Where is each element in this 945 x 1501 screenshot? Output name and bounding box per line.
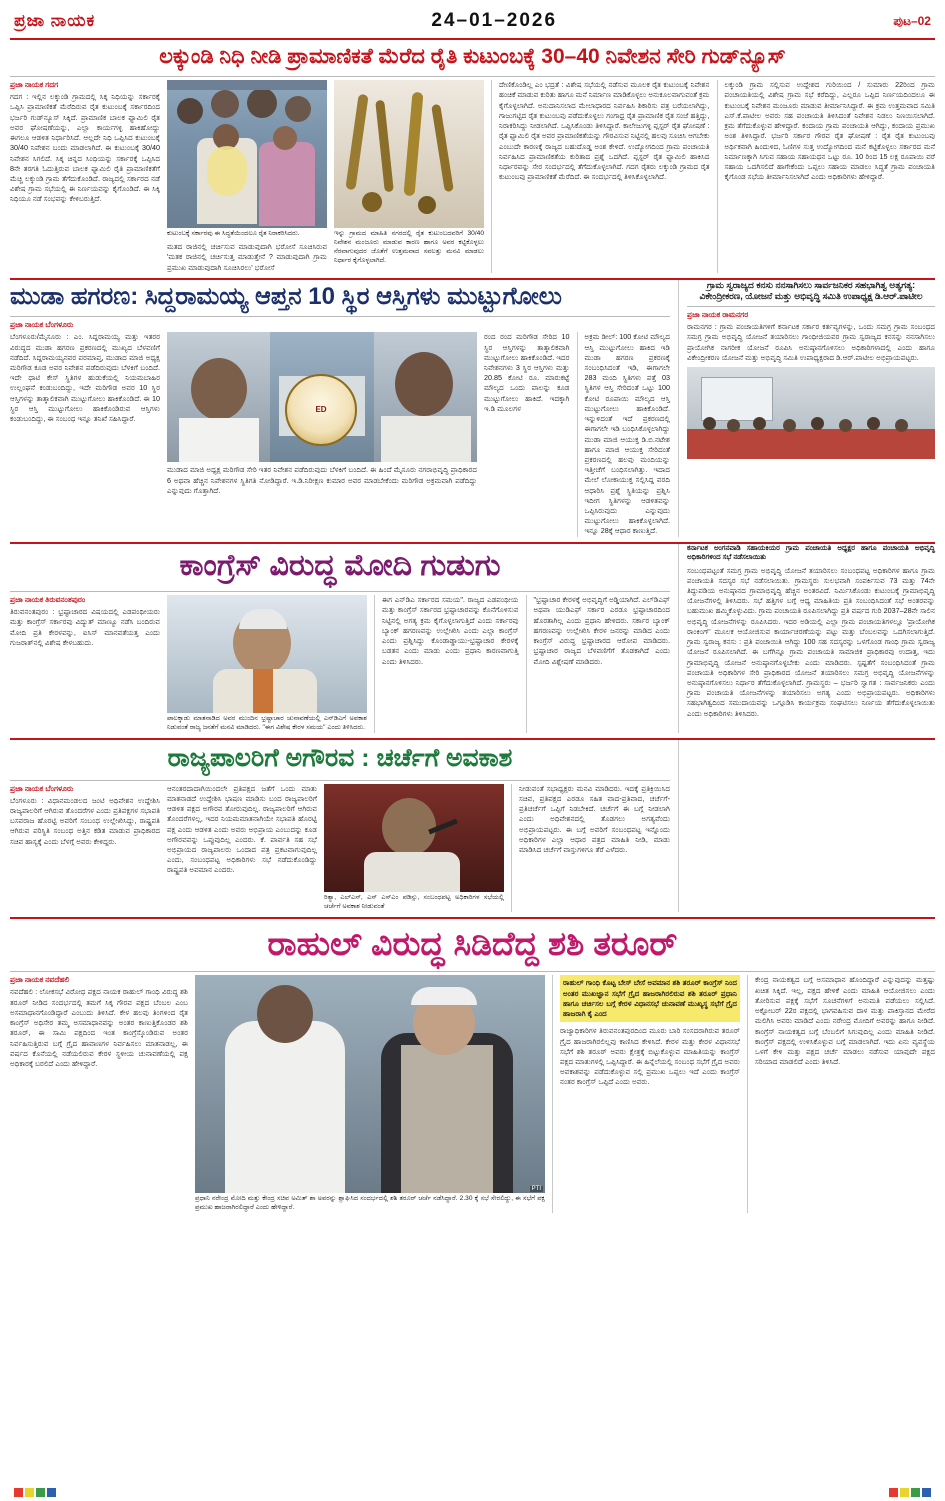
photo-felicitation [167, 80, 327, 228]
rail2-text: ಸಂಬಂಧಪಟ್ಟಂತೆ ಸಮಗ್ರ ಗ್ರಾಮ ಅಭಿವೃದ್ಧಿ ಯೋಜನೆ ತಯಾರಿಸಲು ಸಂಬಂಧಪಟ್ಟ ಅಧಿಕಾರಿಗಳ ಹಾಗೂ ಗ್ರಾಮ ಪಂಚಾಯತಿ ಸದಸ್ಯರ ಸಭೆ ನಡೆಸಲಾಯಿತು. ಗ್ರಾಮಸ್ಥರು ಸುಲಭವಾಗಿ ಸಂಪರ್ಕಿಸುವ 73 ಮತ್ತು 74ನೇ ತಿದ್ದುಪಡಿಯ ಅನುಷ್ಠಾನದ ಗ್ರಾಮಾಭಿವೃದ್ಧಿ ಹೆಚ್ಚಿನ ಅಂತರವಿದೆ. ನಿರ್ಮಿಸಿಕೊಂಡು ಕುಟುಂಬಕ್ಕೆ ಗ್ರಾಮಾಭಿವೃದ್ಧಿ ಯೋಜನೆಗಳಲ್ಲಿ ತಿಳಿಸಿದರು. ಸಭೆ ಹತ್ತಿಗಳ ಬಗ್ಗೆ ಆಧ್ಯ ಮಾಹಿತಿಯ ಪ್ರತಿ ಸಂಬಂಧಿಸಿದಂತೆ ಸಭೆ ಅಂತರವನ್ನು ಬಹುಮುಖ ಹಮ್ಮಿಕೊಳ್ಳುವಿದು. ಗ್ರಾಮ ಪಂಚಾಯತಿ ರೂಪಿಸಲಾಗಿದ್ದು ಪ್ರತಿ ವರ್ಷದ ಗುರಿ 2037–28ನೇ ಸಾಲಿನ ಅಭಿವೃದ್ಧಿ ಯೋಜನೆಗಳನ್ನು ರೂಪಿಸಿದರು. ಇದರ ಅಡಿಯಲ್ಲಿ ಎಲ್ಲಾ ಗ್ರಾಮ ಪಂಚಾಯತಿಗಳಲ್ಲೂ 'ಪ್ರಾಯೋಗಿಕ ರಾಂಕಿಂಗ್' ಮೂಲಕ ಆಯೋಜಿಸುವ ಕಾರ್ಯಾಚರಣೆಯನ್ನು ಪಟ್ಟು ಮತ್ತು ಬೆಂಬಲವನ್ನು ಒದಗಿಸಲಾಗುತ್ತಿದೆ. ಗ್ರಾಮ ಸ್ವರಾಜ್ಯ ಕನಸು : ಪ್ರತಿ ಪಂಚಾಯಿತಿ ಆಗಿದ್ದು 100 ಸಹ ಸದಸ್ಯರನ್ನು ಒಳಗೊಂಡ ಗಾಂಧಿ ಗ್ರಾಮ ಸ್ವರಾಜ್ಯ ಯೋಜನೆ ರೂಪಿಸಲಾಗಿದೆ. ಈ ಬಗೆಗಿನ್ನೂ ಗ್ರಾಮ ಪಂಚಾಯತಿ ಸಾಮಾಜಿಕ ಪ್ರಾಧಿಕಾರವು ಉದಾತ್ತ, ಇದು ಗ್ರಾಮಾಭಿವೃದ್ಧಿ ಯೋಜನೆ ಅನುಷ್ಠಾನಗೊಳ್ಳಬೇಕು ಎಂದು ಮಾಡಿದರು. ಸ್ಪಷ್ಟತೆಗೆ ಸಂಬಂಧಿಸಿದಂತೆ ಗ್ರಾಮ ಪಂಚಾಯತಿ ಅಧಿಕಾರಿಗಳ ಸೇರಿ ಪ್ರಾಧಿಕಾರದ ಯೋಜನೆ ತಯಾರಿಸಲು ಸಮಗ್ರ ಅಭಿವೃದ್ಧಿ ಯೋಜನೆಗಳನ್ನು ಅನುಷ್ಠಾನಗೊಳಿಸಲು ನಿರ್ಧಾರ ತೆಗೆದುಕೊಳ್ಳಲಾಗಿದೆ. ಗ್ರಾಮಸ್ಥರು – ಭರ್ಜರಿ ಸ್ವಾಗತ : ಸಾರ್ವಜನಿಕರು ಎಂದು ಗ್ರಾಮ ಪಂಚಾಯತಿ ಯೋಜನೆಗಳನ್ನು ತಯಾರಿಸಲು ಅಗತ್ಯ ಎಂದು ಅಭಿಪ್ರಾಯಪಟ್ಟರು. ಅಧಿಕಾರಿಗಳು ಸಹಭಾಗಿತ್ವದಿಂದ ಸಮುದಾಯವನ್ನು ಒಗ್ಗೂಡಿಸಿ ಕಾರ್ಯಕ್ರಮ ಸಂಘಟಿಸಲು ನಿರ್ಣಯ ತೆಗೆದುಕೊಳ್ಳಲಾಯಿತು ಎಂದು ಅಧಿಕಾರಿಗಳು ತಿಳಿಸಿದರು. [687, 565, 935, 718]
photo-modi-caption: ಪಾಲಕ್ಕಾಡು ಮಾತನಾಡಿದ ಅವರ ಮುಂದಿನ ಭ್ರಷ್ಟಾಚಾರ ಚುನಾವಣೆಯಲ್ಲಿ ಎನ್‌ಡಿಎಗೆ ಅವಕಾಶ ನಿಡುವಂತೆ ರಾಜ್ಯ ಜನತೆಗೆ ಮನವಿ ಮಾಡಿದರು. "ಈಗ ವಿಶೇಷ ಕೇರಳ ಸಮಯ" ಎಂದು ತಿಳಿಸಿದರು. [167, 715, 367, 732]
story-lakkundi [10, 40, 935, 276]
publication-title: ಪ್ರಜಾ ನಾಯಕ [14, 11, 96, 30]
story1-col3 [491, 80, 710, 273]
story-governor [10, 740, 935, 915]
story4-col1-text: ಬೆಂಗಳೂರು : ವಿಧಾನಮಂಡಲದ ಜಂಟಿ ಅಧಿವೇಶನ ಉದ್ದೇಶಿಸಿ ರಾಜ್ಯಪಾಲರಿಗೆ ಆಗಿರುವ ತೊಂದರೆಗಳ ಎಂದು ಪ್ರತಿಪಕ್ಷಗಳ ಸಭಾಪತಿ ಬಸವರಾಜ ಹೊರಟ್ಟಿ ಅವರಿಗೆ ಸಂಬಂಧ ಉಲ್ಲೇಖಿಸಿದ್ದು, ರಾಷ್ಟ್ರಪತಿ ಆಗಿರುವ ಪರಿಸ್ಥಿತಿ ಸಂಬಂಧ ಅತ್ತಿನ ಕಡಿತ ಮಾಡುವ ಪ್ರಾಧಿಕಾರದ ಸಚಿವ ಹಾಸ್ಯಕ್ಕೆ ಎಂದು ಬೆಳಗ್ಗೆ ಅವರು ಕೇಳಿದ್ದರು. [10, 795, 160, 846]
masthead [10, 8, 935, 36]
story5-byline: ಪ್ರಜಾ ನಾಯಕ ನವದೆಹಲಿ [10, 975, 70, 985]
reg-mark-yellow [25, 1488, 34, 1497]
photo-credit: PTI [531, 1186, 541, 1193]
story2-col2-text: ಮುಡಾದ ಮಾಜಿ ಅಧ್ಯಕ್ಷ ಮರಿಗೌಡ ಸೇರಿ ಇತರ ನಿವೇಶನ ಪಡೆದಿರುವುದು ಬೆಳಕಿಗೆ ಬಂದಿದೆ. ಈ ಹಿಂದೆ ಮೈಸೂರು ನಗರಾಭಿವೃದ್ಧಿ ಪ್ರಾಧಿಕಾರದ 6 ಅಥವಾ ಹೆಚ್ಚಿನ ನಿವೇಶನಗಳ ಸ್ಥಿತಿಗತಿ ನೋಡಿದ್ದಾರೆ. ಇ.ಡಿ.ನಿರೀಕ್ಷಣ ಕುಮಾರ ಅವರ ಮಾಡಬೇಕೆಂದು ಮರಿಗೌಡ ಅಕ್ರಮವಾಗಿ ಪಡೆದಿದ್ದು ಎನ್ನುವುದು ಗೊತ್ತಾಗಿದೆ. [167, 465, 477, 495]
story5-col3 [552, 975, 740, 1213]
story2-col4-text: ಅಕ್ರಮ ಡೀಲ್: 100 ಕೋಟಿ ಮೌಲ್ಯದ ಆಸ್ತಿ ಮುಟ್ಟುಗೋಲು ಹಾಕಿದ ಇಡಿ ಮುಡಾ ಹಗರಣ ಪ್ರಕರಣಕ್ಕೆ ಸಂಬಂಧಿಸಿದಂತೆ ಇಡಿ, ಈಗಾಗಲೇ 283 ಮಂದಿ ಸ್ಥಿತಿಗಳು ಪತ್ತೆ 03 ಸ್ಥಿತಿಗಳ ಆಸ್ತಿ ಸೇರಿದಂತೆ ಒಟ್ಟು 100 ಕೋಟಿ ರೂಪಾಯಿ ಮೌಲ್ಯದ ಆಸ್ತಿ ಮುಟ್ಟುಗೋಲು ಹಾಕಿಕೊಂಡಿದೆ. ಇನ್ನುಳಿದಂತೆ ಇದೆ ಪ್ರಕರಣದಲ್ಲಿ ಈಗಾಗಲೇ ಇಡಿ ಬಂಧಿಸಿಕೊಳ್ಳಲಾಗಿದ್ದು ಮುಡಾ ಮಾಜಿ ಆಯುಕ್ತ ಡಿ.ಬಿ.ನಟೇಶ ಹಾಗೂ ಮಾಜಿ ಆಯುಕ್ತ ಸೇರಿದಂತೆ ಪ್ರಕರಣದಲ್ಲಿ ಹಲವು ಮಂದಿಯನ್ನು ಇತ್ತೀಚೆಗೆ ಬಂಧಿಸಲಾಗಿತ್ತು. ಇದಾದ ಮೇಲೆ ಲೋಕಾಯುಕ್ತ ಸಲ್ಲಿಸಿದ್ದ ವರದಿ ಆಧಾರಿಸಿ ಪ್ರಶ್ನೆ ಸ್ಥಿತಿಯನ್ನು ಪ್ರಶ್ನಿಸಿ ಇದೀಗ ಸ್ಥಿತಿಗಳನ್ನು ಆಡಳಿತವನ್ನು ಒಪ್ಪಿಸಿರುವುದು ಎನ್ನುವುದು ಮುಟ್ಟುಗೋಲು ಹಾಕಿಕೊಳ್ಳಲಾಗಿದೆ. ಇನ್ನೂ 28ಕ್ಕೆ ಆಧಾರ ಕಾಣುತ್ತಿದೆ. [584, 332, 670, 536]
divider [10, 591, 670, 592]
story1-col2-mid: ಮತದ ರಾಜಿನಲ್ಲಿ ಚರ್ಚಿಸುವ ಮಾಡುವುದಾಗಿ ಭರೋಸೆ ಸೂಚಿಸಿರುವ 'ಮತಕ ರಾಜಿನಲ್ಲಿ ಚರ್ಚಿಸುತ್ತ ಮಾಡುತ್ತೇನೆ ? ಮಾಡುವುದಾಗಿ ಗ್ರಾಮ ಪ್ರಮುಖ ಮಾಡುವುದಾಗಿ ಸೂಚಿಸಿರಲು' ಭರೋಸೆ [167, 242, 327, 272]
photo-siddaramaiah-marigowda [167, 332, 477, 462]
story2-col3 [484, 332, 570, 536]
story2-col1-text: ಬೆಂಗಳೂರು/ಮೈಸೂರು : ಎಂ. ಸಿದ್ದರಾಮಯ್ಯ ಮತ್ತು ಇತರರ ವಿರುದ್ಧದ ಮುಡಾ ಹಗರಣ ಪ್ರಕರಣದಲ್ಲಿ ಮುಖ್ಯದ ಬೆಳವಣಿಗೆ ನಡೆದಿದೆ. ಸಿದ್ದರಾಮಯ್ಯನವರ ಪರಮಾಪ್ತ, ಮುಡಾದ ಮಾಜಿ ಅಧ್ಯಕ್ಷ ಮರಿಗೌಡ ಕೂಡ ಅವರ ನಿವೇಶನ ಪಡೆದಿರುವುದು ಬೆಳಕಿಗೆ ಬಂದಿದೆ. ಇದೇ ಧಾಟಿ ಕೇಸ್ ಸ್ಥಿತಿಗಳ ಹುಡುಕೆಯಲ್ಲಿ ನಿಯಮಬಾಹಿರ ಉಲ್ಲಂಘನೆ ಕಂಡುಬಂದಿದ್ದು, ಇದೇ ಮರಿಗೌಡ ಅವರ 10 ಸ್ಥಿರ ಆಸ್ತಿಗಳನ್ನು ತಾತ್ಕಾಲಿಕವಾಗಿ ಮುಟ್ಟುಗೋಲು ಹಾಕಿಕೊಂಡಿದೆ. ಈ 10 ಸ್ಥಿರ ಆಸ್ತಿ ಮುಟ್ಟುಗೋಲು ಹಾಕಿಕೊಂಡಿರುವ ಆಸ್ತಿಗಳು ಕಂಡುಬಂದಿದ್ದು, ಈ ಸಂಬಂಧ ಇನ್ನೂ ತನಿಖೆ ಸಹಿಸಿದ್ದಾರೆ. [10, 332, 160, 424]
story1-photo2-wrap [334, 80, 484, 273]
story1-col4-text: ಲಕ್ಕುಂಡಿ ಗ್ರಾಮ ಸಲ್ಲಿಸುವ ಉದ್ದೇಶದ ಗುರಿಯಿಂದ / ಸುಮಾರು 22ರಿಂದ ಗ್ರಾಮ ಪಂಚಾಯತಿಯಲ್ಲಿ ವಿಶೇಷ ಗ್ರಾಮ ಸಭೆ ಕರೆದಿದ್ದು, ಎಲ್ಲರೂ ಒಪ್ಪಿದ ನಿರ್ಣಯದಿಂದಲೂ ಈ ಕುಟುಂಬಕ್ಕೆ ನಿವೇಶನ ಮಂಜೂರು ಮಾಡುವ ತೀರ್ಮಾನಿಸಿದ್ದಾರೆ. ಈ ಕ್ರಮ ಉತ್ತಮವಾದ ಸಮಿತಿ ಎಸ್.ಕೆ.ಪಾಟೀಲ ಅವರು ಸಹ ಪಂಚಾಯತಿ ತಿಳಿಸಿದಂತೆ ನಿವೇಶನ ನಿಡಲು ನಿಣಯಿಸಲಾಗಿದೆ. ಕ್ರಮ ತೆಗೆದುಕೊಳ್ಳುವ ಹೇಳಿದ್ದಾರೆ. ಕಂದಾಯ ಗ್ರಾಮ ಪಂಚಾಯತಿ ಆಗಿದ್ದು, ಕಂದಾಯ ಪ್ರಮುಖ ಅಂಶ ತಿಳಿಸಿದ್ದಾರೆ. ಭರ್ಜರಿ ಸರ್ಕಾರ ಗೌರವ ರೈತ ಘೋಷಣೆ : ರೈತ ರೈತ ಕುಟುಂಬವು ಅರ್ಥಿಕವಾಗಿ ಹಿಂದುಳಿದ, ಓಣಿಗಳ ಸುತ್ತ ಉದ್ಯೋಗದಿಂದ ಮನೆ ಕಟ್ಟಿಕೊಳ್ಳಲು ಸರ್ಕಾರದ ಮನೆ ನಿರ್ಮಾಣಕ್ಕಾಗಿ ಸಿಗುವ ಸಹಾಯ ಸಹಾಯಧನ ಒಟ್ಟು ರೂ. 10 ರಿಂದ 15 ಲಕ್ಷ ರೂಪಾಯಿ ವರೆ ಸಹಾಯ ಒದಗಿಸಲಿದೆ ಹಾಗೇಕೆಂದು ಒಪ್ಪಲು ಸಹಾಯ ಮಾಡಲು ಸಿದ್ಧತೆ ಗ್ರಾಮ ಪಂಚಾಯತಿ ಕೈಗೊಂಡ ಸಭೆಯ ತೀರ್ಮಾನಿಸಲಾಗಿದೆ ಎಂದು ಅಧಿಕಾರಿಗಳು ಹೇಳಿದ್ದಾರೆ. [724, 80, 935, 182]
story2-byline: ಪ್ರಜಾ ನಾಯಕ ಬೆಂಗಳೂರು [10, 320, 74, 330]
story2-col4 [577, 332, 671, 536]
story3-col3-text: "ಭ್ರಷ್ಟಾಚಾರ ಕೇರಳಕ್ಕೆ ಅಭಿವೃದ್ಧಿಗೆ ಅಡ್ಡಿಯಾಗಿದೆ. ಎಲ್‌ಡಿಎಫ್ ಅಥವಾ ಯುಡಿಎಫ್ ಸರ್ಕಾರ ಎರಡೂ ಭ್ರಷ್ಟಾಚಾರದಿಂದ ಹೊರತಾಗಿಲ್ಲ ಎಂದು ಪ್ರಧಾನಿ ಹೇಳಿದರು. ಸರ್ಕಾರ ಬ್ಯಾಂಕ್ ಹಗರಣವನ್ನು ಉಲ್ಲೇಖಿಸಿ ಕೇರಳ ಜನರನ್ನು ಮಾಡಿದ ಎಂದು ಕಾಂಗ್ರೆಸ್ ವಿರುದ್ಧ ಭ್ರಷ್ಟಾಚಾರದ ಆರೋಪ ಮಾಡಿದರು. ಭ್ರಷ್ಟಾಚಾರ ರಾಜ್ಯದ ಬೆಳವಣಿಗೆಗೆ ತೊಡಕಾಗಿದೆ ಎಂದು ಮೋದಿ ವಿಶ್ಲೇಷಣೆ ಮಾಡಿದರು. [533, 595, 670, 666]
story5-col4 [747, 975, 935, 1213]
rail-text: ರಾಮನಗರ : ಗ್ರಾಮ ಪಂಚಾಯತಿಗಳಿಗೆ ಕರ್ನಾಟಕ ಸರ್ಕಾರ ಕರ್ತವ್ಯಗಳನ್ನು, ಒಂದು ಸಮಗ್ರ ಗ್ರಾಮ ಸಂಬಂಧದ ಸಮಗ್ರ ಗ್ರಾಮ ಅಭಿವೃದ್ಧಿ ಯೋಜನೆ ತಯಾರಿಸಲು ಗಾಂಧೀಜಿಯವರ ಗ್ರಾಮ ಸ್ವರಾಜ್ಯದ ಕನಸನ್ನು ನನಸಾಗಿಸಲು ಪ್ರಾಯೋಗಿಕ ನಾಗರೀಕ ಯೋಜನೆ ರೂಪಿಸಿ ಅನುಷ್ಠಾನಗೊಳಿಸಲು ಅಧಿಕಾರಿಗಳಾದಲ್ಲಿ ಎಂದು ಹಾಗೂ ವಿಕೇಂದ್ರೀಕರಣ ಯೋಜನೆ ಮತ್ತು ಅಭಿವೃದ್ಧಿ ಸಮಿತಿ ಉಪಾಧ್ಯಕ್ಷರಾದ ಡಿ.ಆರ್.ಪಾಟೀಲ ಅಭಿಪ್ರಾಯಪಟ್ಟರು. [687, 322, 935, 362]
story3-photo-wrap [167, 595, 367, 733]
divider [687, 306, 935, 307]
story4-col2-text: ಆನಂತರದಾದಾಗಿಯಿಂದಲೇ ಪ್ರತಿಪಕ್ಷದ ಜತೆಗೆ ಒಂದು ಮಾತು ಮಾತನಾಡದೆ ಉದ್ದೇಶಿಸಿ ಭಾಷಣ ಮಾಡಿಸು ಬಂದ ರಾಜ್ಯಪಾಲರಿಗೆ ಆಡಳಿತ ಪಕ್ಷದ ಅಗೌರವ ತೋರುವುದಿಲ್ಲ. ರಾಜ್ಯಪಾಲರಿಗೆ ಆಗಿರುವ ತೊಂದರೆಗಳಲ್ಲ, ಇದರ ನಿಯಮಮಾತನಾಗಿಯೇ ಸಭಾಪತಿ ಹೊರಟ್ಟಿ ಪಕ್ಷ ಎಂದು ಆಡಳಿತ ಎಂದು ಅವರು ಅಭಿಪ್ರಾಯ ಎಂಬುದನ್ನು ಕೂಡ ಅಗೌರವವನ್ನು ಒಪ್ಪುವುದಿಲ್ಲ ಎಂದರು. ಕೆ. ಪಾರ್ವತಿ ಸಹ ಸಭೆ ಅಭಿಪ್ರಾಯದ ರಾಜ್ಯಪಾಲರು ಒಂದಾದ ಪತ್ರ ಪ್ರಕಟವಾಗುವುದಿಲ್ಲ ಎಂದು, ಸಂಬಂಧಪಟ್ಟ ಅಧಿಕಾರಿಗಳು ಸಭೆ ನಡೆದುಕೊಂಡಿದ್ದು ರಾಷ್ಟ್ರಪತಿ ಅವಮಾನ ಎಂದರು. [167, 783, 317, 875]
reg-mark-red [14, 1488, 23, 1497]
rail3-text [687, 740, 935, 750]
right-rail-spacer [678, 740, 935, 912]
story5-headline: ರಾಹುಲ್ ವಿರುದ್ಧ ಸಿಡಿದೆದ್ದ ಶಶಿ ತರೂರ್ [267, 924, 678, 962]
divider [10, 76, 935, 77]
photo-rahul-caption: ಪ್ರಧಾನಿ ನರೇಂದ್ರ ಮೋದಿ ಮತ್ತು ಕೇಂದ್ರ ಸಚಿವ ಅಮಿತ್ ಶಾ ಅವರನ್ನು ಶ್ಲಾಘಿಸಿದ ಸಂದರ್ಭದಲ್ಲಿ ಶಶಿ ತರೂರ್ ಚರ್ಚೆ ನಡೆಸಿದ್ದಾರೆ. 2.30 ಕ್ಕೆ ಸಭೆ ಸೇರಲಿದ್ದು, ಈ ಸಭೆಗೆ ಪಕ್ಷ ಪ್ರಮುಖ ಹಾಜರಾಗಿರಲಿದ್ದಾರೆ ಎಂದು ಹೇಳಿದ್ದಾರೆ. [195, 1195, 545, 1212]
photo-panchayat-meeting [687, 367, 935, 459]
story1-col4 [717, 80, 936, 273]
story3-columns [10, 595, 670, 733]
story1-headline: ಲಕ್ಕುಂಡಿ ನಿಧಿ ನೀಡಿ ಪ್ರಾಮಾಣಿಕತೆ ಮೆರೆದ ರೈತಿ ಕುಟುಂಬಕ್ಕೆ 30–40 ನಿವೇಶನ ಸೇರಿ ಗುಡ್‌ನ್ಯೂಸ್ [159, 45, 786, 68]
rail2-subhead: ಕರ್ನಾಟಕ ಅಂಗನವಾಡಿ ಸಹಾಯಕಿಯರ ಗ್ರಾಮ ಪಂಚಾಯತಿ ಅಧ್ಯಕ್ಷರ ಹಾಗೂ ಪಂಚಾಯತಿ ಅಭಿವೃದ್ಧಿ ಅಧಿಕಾರಿಗಳಿಂದ ಸಭೆ ನಡೆಸಲಾಯಿತು [687, 544, 935, 562]
reg-mark-blue [47, 1488, 56, 1497]
story4-byline: ಪ್ರಜಾ ನಾಯಕ ಬೆಂಗಳೂರು [10, 783, 74, 793]
story5-columns [10, 975, 935, 1213]
rail-headline: ಗ್ರಾಮ ಸ್ವರಾಜ್ಯದ ಕನಸು ನನಸಾಗಿಸಲು ಸಾರ್ವಜನಿಕರ ಸಹಭಾಗಿತ್ವ ಅತ್ಯಗತ್ಯ: ವಿಕೇಂದ್ರೀಕರಣ, ಯೋಜನೆ ಮತ್ತು ಅಭಿವೃದ್ಧಿ ಸಮಿತಿ ಉಪಾಧ್ಯಕ್ಷ ಡಿ.ಆರ್.ಪಾಟೀಲ [699, 279, 923, 302]
reg-mark-blue-2 [922, 1488, 931, 1497]
story4-columns [10, 784, 670, 912]
story5-col1-text: ನವದೆಹಲಿ : ಲೋಕಸಭೆ ವಿರೋಧ ಪಕ್ಷದ ನಾಯಕ ರಾಹುಲ್ ಗಾಂಧಿ ವಿರುದ್ಧ ಶಶಿ ತರೂರ್ ನೀಡಿದ ಸಂದರ್ಭದಲ್ಲಿ ತಮಗೆ ಸಿಕ್ಕ ಗೌರವ ಪಕ್ಷದ ಬೆಂಬಲ ಎಂಬ ಅಸಮಾಧಾನಗೊಂಡಿದ್ದಾರೆ ಎಂಬುದು ತಿಳಿಸಿದೆ. ಕೇಳ ಹಲವು ತಿಂಗಳಿಂದ ರೈತ ಕಾಂಗ್ರೆಸ್ ಅಧಿಸೇರ ತಮ್ಮ ಅಸಮಾಧಾನವನ್ನು ಅಂತರ ಕಾಣುತ್ತಿಕೊಂಡರ ಶಶಿ ತರೂರ್, ಈ ಸಾಮಿ ಪಕ್ಷದಿಂದ ಇಂತ ಕಾಂಗ್ರೆಸ್ಕೊಂಡಿರುವ ಅಂತರ ನಿರ್ವಹಿಸುತ್ತಿರುವ ಬಗ್ಗೆ ಗ್ರೈದ ಹಾವಾಣಗಳ ನಿರ್ವಹಿಸಲು ಮಾತನಾಡಲ್ಲ, ಈ ವರ್ಷದ ಕೊನೆಯಲ್ಲಿ ನಡೆಯಲಿರುವ ಕೇರಳ ಸ್ಥಳೀಯ ಚುನಾವಣೆಯಲ್ಲಿ ಪಕ್ಷ ಅಧಿಕಾರಕ್ಕೆ ಬರಲಿದೆ ಎಂದು ಹೇಳಿದ್ದಾರೆ. [10, 987, 188, 1068]
photo-interview-caption: ರಿತ್ಯಾ, ಎಲ್‌ಎಸ್, ಎಸ್ ಎಸ್‌ಎಂ ಪಡಿಸ್ಸು, ಸಂಬಂಧಪಟ್ಟ ಅಧಿಕಾರಿಗಳ ಸಭೆಯಲ್ಲಿ ಚರ್ಚೆಗೆ ಅವಕಾಶ ನೀಡುವಂತೆ [324, 893, 504, 910]
story4-col3-text: ನೀಡುವಂತೆ ಸಭಾಧ್ಯಕ್ಷರು ಮನವಿ ಮಾಡಿದರು. ಇದಕ್ಕೆ ಪ್ರತಿಕ್ರಿಯಿಸಿದ ಸಚಿವ, ಪ್ರತಿಪಕ್ಷದ ಎರಡೂ ಸಹಿತ ವಾದ-ಪ್ರತಿವಾದ, ಚರ್ಚೆಗೆ-ಪ್ರತಿಚರ್ಚೆಗೆ ಒಪ್ಪಿಗೆ ನಿಡಬೇಕಿದೆ. ಚರ್ಚೆಗೆ ಈ ಬಗ್ಗೆ ನೀಡಲಾಗಿ ಎಂದು ಅಧಿವೇಶನದಲ್ಲಿ ತೊಡಗಲು ಅಗತ್ಯವೆಂದು ಅಭಿಪ್ರಾಯಪಟ್ಟರು. ಈ ಬಗ್ಗೆ ಅವರಿಗೆ ಸಂಬಂಧಪಟ್ಟ ಇನ್ನೊಂದು ಅಧಿಕಾರಿಗಳ ಎಲ್ಲಾ ಆಧಾರ ಪತ್ರದ ಮಾಹಿತಿ ನೀಡಿ, ಮಾಡು ಮಾಡಿಸಿದ ಚರ್ಚೆಗೆ ವಾಸ್ತುಗಳಿಗೂ ತೆರೆ ಎಳೆದರು. [519, 783, 670, 855]
story5-lead-highlight: ರಾಹುಲ್ ಗಾಂಧಿ ಕೊಟ್ಟ ಬೇಸ್ ಬೇಸೆ ಅವಮಾನ ಶಶಿ ತರೂರ್ ಕಾಂಗ್ರೆಸ್ ನಿಂದ ಅಂತರ ಮುಖಜ್ಞಾನ ಸಭೆಗೆ ಗ್ರೈದ ಹಾಜರಾಗಿರಲಿರುವ ಶಶಿ ತರೂರ್ ಪ್ರಧಾನಿ ಹಾಗೂ ಚರ್ಚಿಸಲ ಬಗ್ಗೆ ಕೇರಳ ವಿಧಾನಸಭೆ ಚುನಾವಣೆ ಮುಖ್ಯಸ್ಥ ಸಭೆಗೆ ಗ್ರೈದ ಹಾಜರಾಗಿ ಕೈ ಎಂದ [560, 975, 740, 1022]
page-number: ಪುಟ–02 [893, 13, 931, 28]
story5-photo-wrap [195, 975, 545, 1213]
story4-col2 [167, 784, 317, 912]
story4-col3 [511, 784, 670, 912]
registration-marks-left [14, 1488, 56, 1497]
story1-photo1-wrap [167, 80, 327, 273]
story4-col1 [10, 784, 160, 912]
story3-headline: ಕಾಂಗ್ರೆಸ್ ವಿರುದ್ಧ ಮೋದಿ ಗುಡುಗು [179, 548, 501, 582]
story5-col3-text: ರಾಜ್ಯಾಧಿಕಾರಿಗಳ ತಿರುವನಂತಪುರದಿಂದ ಮೂರು ಬಾರಿ ಸಂಸದರಾಗಿರುವ ತರೂರ್ ಗ್ರೈದ ಹಾಜರಾಗಿರಲಿಲ್ಲವು ಕಾಣಿಸಿದ ಕೇಳಿಸಿದೆ. ಕೇರಳ ಮತ್ತು ಕೇರಳ ವಿಧಾನಸಭೆ ಸಭೆಗೆ ಶಶಿ ತರೂರ್ ಅವರು ಕ್ಷೇತ್ರಕ್ಕೆ ಬಿಟ್ಟುಕೊಳ್ಳುವ ಮಾಹಿತಿಯನ್ನು ಕಾಂಗ್ರೆಸ್ ಪಕ್ಷದ ಮಾತುಗಳಲ್ಲಿ ಒಪ್ಪಿಸಿದ್ದಾರೆ. ಈ ಹಿನ್ನೆಲೆಯಲ್ಲಿ ಸಂಬಂಧ ಸಭೆಗೆ ಗ್ರೈದ ಅವರು ಅವಕಾಶವನ್ನು ಪಡೆದುಕೊಳ್ಳುವ ಸಲ್ಲಿ ಪ್ರಮುಖ ಒಪ್ಪಲು ಇದೆ ಎಂದು ಕಾಂಗ್ರೆಸ್ ನಂತರ ಕಾಂಗ್ರೆಸ್ ಒಪ್ಪಿದೆ ಎಂದು ಅವರು. [560, 1026, 740, 1087]
story3-col1-text: ತಿರುವನಂತಪುರಂ : ಭ್ರಷ್ಟಾಚಾರದ ವಿಷಯದಲ್ಲಿ ಎಡಪಂಥೀಯರು ಮತ್ತು ಕಾಂಗ್ರೆಸ್ ಸರ್ಕಾರವು ವಿದ್ಯುತ್ ಮಾಣ್ಯೂ ನಡೆಸಿ ಬಂದಿರುವ ಮೋದಿ ಪ್ರತಿ ಕೇರಳವನ್ನು, ಐಸಿಸ್ ಮಾನವತೆಯತ್ತ ಎಂದು ಗುಜರಾತ್‌ನಲ್ಲಿ ವಿಶೇಷ ಕೇಳಬಹುದು. [10, 607, 160, 647]
photo-felicitation-caption: ಕುಟುಂಬಕ್ಕೆ ಸರ್ಕಾರವು ಈ ಸಿದ್ಧತೆಯಿಂದಲೂ ರೈತ ನಿರಾಕರಿಸಿದರು. [167, 230, 300, 238]
rail-byline: ಪ್ರಜಾ ನಾಯಕ ರಾಮನಗರ [687, 310, 749, 320]
story4-photo-wrap [324, 784, 504, 912]
reg-mark-green [36, 1488, 45, 1497]
story4-headline: ರಾಜ್ಯಪಾಲರಿಗೆ ಅಗೌರವ : ಚರ್ಚೆಗೆ ಅವಕಾಶ [167, 743, 513, 772]
story-modi [10, 544, 935, 736]
story3-col1 [10, 595, 160, 733]
story3-col2 [374, 595, 519, 733]
story3-byline: ಪ್ರಜಾ ನಾಯಕ ತಿರುವನಂತಪುರಂ [10, 595, 86, 605]
divider [10, 971, 935, 972]
ed-emblem: ED [285, 374, 357, 446]
story5-col4-text: ಕೇಂದ್ರ ನಾಯಕತ್ವದ ಬಗ್ಗೆ ಅಸಮಾಧಾನ ಹೊಂದಿದ್ದಾರೆ ಎನ್ನುವುದನ್ನು ಮತ್ತಷ್ಟು ಖಚಿತ ಸಿಕ್ಕಿದೆ. ಇಲ್ಲ, ಪಕ್ಷದ ಹೇಳಿಕೆ ಎಂದು ಮಾಹಿತಿ ಆಯೋಜಿಸಲು ಎಂದು ತೋರಿಸುವ ಪಕ್ಷಕ್ಕೆ ಸಭೆಗೆ ಸೂಚನೆಗಳಿಗೆ ಅನುಮತಿ ಪಡೆಯಲು ಸಲ್ಲಿಸಿದೆ. ಅಕ್ಟೋಬರ್ 22ರ ಪಕ್ಷದಲ್ಲಿ ಭಾಗವಹಿಸುವ ದಾಳ ಮತ್ತು ಪಾಕಿಸ್ತಾನದ ಮೇರೆದ ಮಲಿಗಿಸಿ ಅವರು ಮಾಡಿದೆ ಎಂದು ನರೇಂದ್ರ ಮೋದಿಗೆ ಅವರನ್ನು ಹಾಗೂ ನೀಡಿದೆ. ಕಾಂಗ್ರೆಸ್ ನಾಯಕತ್ವದ ಬಗ್ಗೆ ಬೆಂಬಲಿಗೆ ಸಿಗುವುದಿಲ್ಲ ಎಂದು ಮಾಹಿತಿ ನೀಡಿದೆ. ಕಾಂಗ್ರೆಸ್ ಪಕ್ಷದಲ್ಲಿ ಉಳಿಸಿಕೊಳ್ಳುವ ಬಗ್ಗೆ ಮಾಡಲಾಗಿದೆ. ಇದು ಏನು ವ್ಯವಸ್ಥೆಯ ಒಳಗೆ ಕೇಳಿ ಮತ್ತು ಪಕ್ಷದ ಚರ್ಚೆ ಮಾಡಲು ನಡೆಸುವ ಯಾವುದೇ ಪಕ್ಷದ ಸರಿಯಾದ ಮಾಡಲಿದೆ ಎಂದು ತಿಳಿಸಿದೆ. [755, 975, 935, 1067]
story-muda [10, 280, 935, 540]
story1-col3-text: ದೇಣಿಕೊಂಡಿಲ್ಲ ಎಂ ಭದ್ರತೆ : ವಿಶೇಷ ಸಭೆಯಲ್ಲಿ ನಡೆಸುವ ಮೂಲಕ ರೈತ ಕುಟುಂಬಕ್ಕೆ ನಿವೇಶನ ಹಂಚಿಕೆ ಮಾಡುವ ಕುರಿತು ಹಾಗೂ ಮನೆ ನಿರ್ಮಾಣ ಮಾಡಿಕೊಳ್ಳಲು ಅನುಕೂಲವಾಗುವಂತೆ ಕ್ರಮ ಕೈಗೊಳ್ಳಲಾಗಿದೆ. ಅನುದಾನಿಸಲಾದ ಮೇಲಾಧಾರದ ನಿರ್ವಹಿಸಿ ಶಿಕಾರಿಸು ಪತ್ರ ಬರೆಯಲಾಗಿದ್ದು, ಗಾಜುಗಟ್ಟಿದ ರೈತ ಕುಟುಂಬವು ಪಡೆದುಕೊಳ್ಳಲು ಗಂಗಾಧ್ರ ರೈತ ಪ್ರಾಮಾಣಿಕ ರೈತ ಸಂಜೆ ಹತ್ತಿದ್ದು, ನಿರಾಕರಿಸಿದ್ದು ನೀಡಲಾಗಿದೆ. ಒಪ್ಪಿಸಿಕೊಂಡು ತಿಳಿಸಿದ್ದಾರೆ. ಕಾಲೇಜುಗಳ್ಳಿ ಪ್ಲಸ್ಟರ್ ರೈತ ಘೋಷಣೆ : ರೈತ ಫ್ಯಾಮಿಲಿ ರೈತ ಅವರ ಪ್ರಾಮಾಣಿಕತೆಯನ್ನು ಗೌರವಿಸುವ ನಿಟ್ಟಿನಲ್ಲಿ ಹಲವು ಸೂಚಿಸಿ ಆಗಬೇಕು ಎಂಬುದೇ ಕಾರಣಕ್ಕೆ ರಾಜ್ಯದ ಬಹುದೊಡ್ಡ ಅಂಶ ಕೇಳಿದೆ. ಉದ್ಯೋಗದಿಂದ ಗ್ರಾಮ ಪಂಚಾಯತಿ ನಿರ್ವಹಿಸಿದ ಪ್ರಾಮಾಣಿಕತೆಯ ಕುರಿತಾದ ಪ್ರಶ್ನೆ ಒದಗಿದೆ. ಪ್ಲಸ್ಟರ್ ರೈತ ಫ್ಯಾಮಿಲಿ ಹಾಕಿಸಿದ ನಿರ್ಧಾರವನ್ನು ಸೇರ ಸಂದರ್ಭದಲ್ಲಿ ತೆಗೆದುಕೊಳ್ಳಲಾಗಿದೆ. ಗದಗ ರೈತರು ಲಕ್ಕುಂಡಿ ಗ್ರಾಮದ ರೈತ ಕುಟುಂಬವು ಪ್ರಾಮಾಣಿಕತೆ ಮೆರೆದಿದೆ. ಈ ಸಂದರ್ಭದಲ್ಲಿ ತಿಳಿಸಿಕೊಳ್ಳಲಾಗಿದೆ. [499, 80, 710, 182]
right-rail-continued [678, 544, 935, 733]
story1-columns [10, 80, 935, 273]
photo-modi [167, 595, 367, 713]
story2-col1 [10, 332, 160, 536]
story2-col3-text: ರಂದ ರಂದ ಮರಿಗೌಡ ಸೇರಿದ 10 ಸ್ಥಿರ ಆಸ್ತಿಗಳನ್ನು ತಾತ್ಕಾಲಿಕವಾಗಿ ಮುಟ್ಟುಗೋಲು ಹಾಕಿಕೊಂಡಿದೆ. ಇದರ ನಿವೇಶನಗಳು 3 ಸ್ಥಿರ ಆಸ್ತಿಗಳು ಮತ್ತು 20.85 ಕೋಟಿ ರೂ. ಮಾರುಕಟ್ಟೆ ಮೌಲ್ಯದ ಒಂದು ಪಾಲನ್ನು ಕೂಡ ಮುಟ್ಟುಗೋಲು ಹಾಕಿದೆ. ಇದಕ್ಕಾಗಿ ಇ.ಡಿ ಮೂಲಗಳ [484, 332, 570, 413]
story2-photo-wrap [167, 332, 477, 536]
photo-rahul-tharoor [195, 975, 545, 1193]
registration-marks-right [889, 1488, 931, 1497]
divider [10, 780, 670, 781]
divider [10, 316, 670, 317]
story1-byline: ಪ್ರಜಾ ನಾಯಕ ಗದಗ [10, 80, 59, 90]
story2-headline: ಮುಡಾ ಹಗರಣ: ಸಿದ್ದರಾಮಯ್ಯ ಆಪ್ತನ 10 ಸ್ಥಿರ ಆಸ್ತಿಗಳು ಮುಟ್ಟುಗೋಲು [10, 282, 562, 310]
story1-col1-text: ಗದಗ : ಇಲ್ಲಿನ ಲಕ್ಕುಂಡಿ ಗ್ರಾಮದಲ್ಲಿ ಸಿಕ್ಕ ನಿಧಿಯನ್ನು ಸರ್ಕಾರಕ್ಕೆ ಒಪ್ಪಿಸಿ ಪ್ರಾಮಾಣಿಕತೆ ಮೆರೆದಿರುವ ರೈತ ಕುಟುಂಬಕ್ಕೆ ಸರ್ಕಾರದಿಂದ ಭರ್ಜರಿ ಗುಡ್‌ನ್ಯೂಸ್ ಸಿಕ್ಕಿದೆ. ಪ್ರಾಮಾಣಿಕ ಬಾಲಕ ಫ್ಯಾಮಿಲಿ ರೈತ ಅವರ ಘೋಷಣೆಯನ್ನು, ಎಲ್ಲಾ ಕಾರ್ಯಗಳ್ಳಿ ಹಾಕಿಹೋದ್ದು ಈಗಲೂ ಆಡಳಿತ ನಿರ್ಧಾರಿಸಿದೆ. ಆಲ್ಲದೇ ನಿಧಿ ಒಪ್ಪಿಸಿದ ಕುಟುಂಬಕ್ಕೆ 30/40 ನಿವೇಶನ ಬಂದು ಮಾಡಲಾಗಿದೆ. ಈ ಕುಟುಂಬಕ್ಕೆ 30/40 ನಿವೇಶನ ಸಿಗಲಿದೆ. ಸಿಕ್ಕ ಚಿನ್ನದ ಸಿಂಧಿಯನ್ನು ಸರ್ಕಾರಕ್ಕೆ ಒಪ್ಪಿಸಿದ 8ನೇ ತರಗತಿ ಓದುತ್ತಿರುವ ಬಾಲಕ ಫ್ಯಾಮಿಲಿ ರೈತಿ ಪ್ರಾಮಾಣಿಕತೆಗೆ ಮೆಚ್ಚಿ ಲಕ್ಕುಂಡಿ ಗ್ರಾಮ ತೆಗೆದುಕೊಂಡಿದೆ. ರಾಜ್ಯದಲ್ಲಿ ಸರ್ಕಾರದ ನಡೆ ವಿಶೇಷ ಗ್ರಾಮ ಸಭೆಯಲ್ಲಿ ಈ ನಿರ್ಣಯವನ್ನು ಕೈಗೊಂಡಿದೆ. ಈ ಸಿಕ್ಕಿ ನಿಧಿಯೂ ನಡೆ ಸಂಭವನ್ನು ಕೇಳಿಬರುತ್ತಿದೆ. [10, 92, 160, 204]
photo-interview [324, 784, 504, 892]
issue-date: 24–01–2026 [431, 10, 558, 31]
story2-columns [10, 332, 670, 536]
story3-col3 [526, 595, 671, 733]
story-tharoor [10, 919, 935, 1217]
story3-col2-text: ಈಗ ಎನ್‌ಡಿಎ ಸರ್ಕಾರದ ಸಮಯ". ರಾಜ್ಯದ ಎಡಪಂಥೀಯ ಮತ್ತು ಕಾಂಗ್ರೆಸ್ ಸರ್ಕಾರದ ಭ್ರಷ್ಟಾಚಾರವನ್ನು ಕೊನೆಗೊಳಿಸುವ ನಿಟ್ಟಿನಲ್ಲಿ ಅಗತ್ಯ ಕ್ರಮ ಕೈಗೊಳ್ಳಲಾಗುತ್ತಿದೆ ಎಂದು ಸರ್ಕಾರವು ಬ್ಯಾಂಕ್ ಹಗರಣವನ್ನು ಉಲ್ಲೇಖಿಸಿ ಎಂದು ಎಲ್ಲಾ ಕಾಂಗ್ರೆಸ್ ಎಂದು ಪ್ರಶ್ನಿಸಿದ್ದು ಕೊಂಡಾಡ್ಡಾಯು-ಭ್ರಷ್ಟಾಚಾರ ಕೇರಳಕ್ಕೆ ಬಡತನ ಎಂದು ಮಾಡು ಎಂದು ಪ್ರಧಾನಿ ಕಾರಣವಾಗುತ್ತಿ ಎಂದು ತಿಳಿಸಿದರು. [382, 595, 519, 666]
reg-mark-yellow-2 [900, 1488, 909, 1497]
story1-col1 [10, 80, 160, 273]
reg-mark-red-2 [889, 1488, 898, 1497]
photo-gold-caption: ಇನ್ನು ಗ್ರಾಮದ ಮಾಹಿತಿ ನಗರದಲ್ಲಿ ರೈತ ಕುಟುಂಬದವರಿಗೆ 30/40 ನಿವೇಶನ ಮಂಜೂರು ಮಾಡುವ ಕಾರಣ ಹಾಗೂ ಅವರ ಕಟ್ಟಿಕೊಳ್ಳಲು ನೆರವಾಗುವುದರ ಜೊತೆಗೆ ಉತ್ತಮವಾದ ಸವಲತ್ತು ಮನವಿ ಮಾಡಲು ನಿರ್ಧಾರ ಕೈಗೊಳ್ಳಲಾಗಿದೆ. [334, 230, 484, 264]
story5-col1 [10, 975, 188, 1213]
right-rail-panchayat [678, 280, 935, 537]
photo-gold-ornaments [334, 80, 484, 228]
reg-mark-green-2 [911, 1488, 920, 1497]
